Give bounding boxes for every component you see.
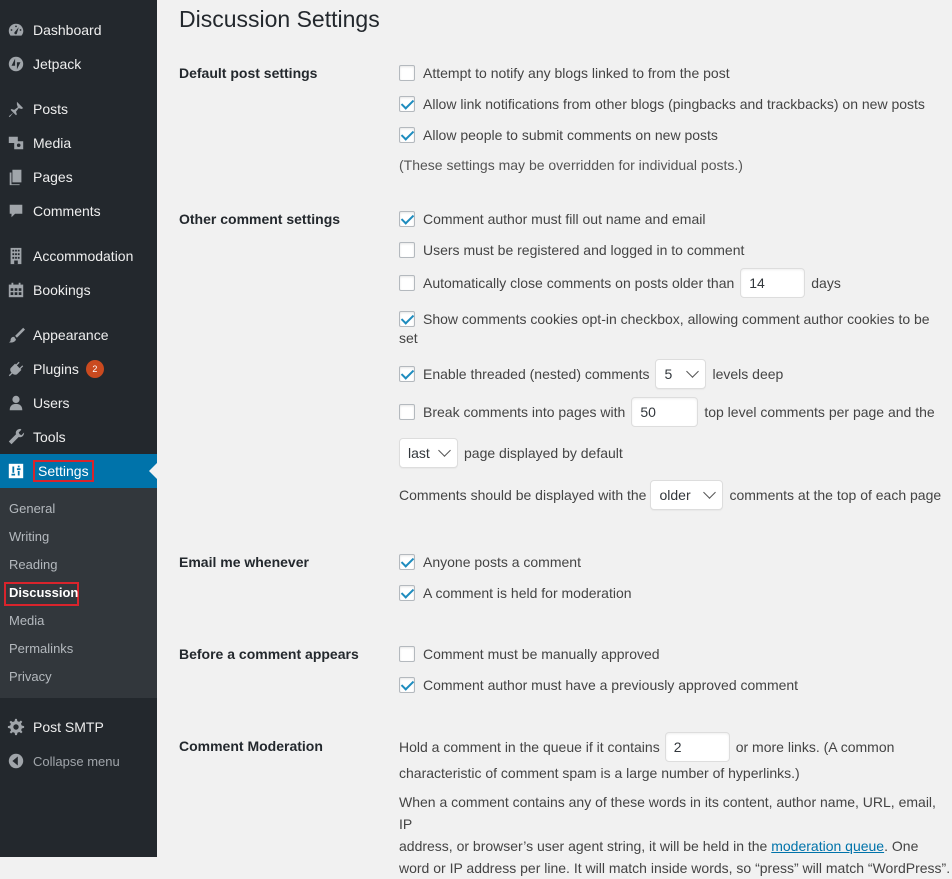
menu-settings[interactable] xyxy=(0,454,157,488)
option-label: Users must be registered and logged in to comment xyxy=(423,242,745,258)
menu-label: Dashboard xyxy=(33,22,102,38)
pin-icon xyxy=(6,99,26,119)
option-label: Comment author must fill out name and email xyxy=(423,211,706,227)
checkbox[interactable] xyxy=(399,275,415,291)
checkbox[interactable] xyxy=(399,554,415,570)
moderation-links-note: characteristic of comment spam is a large number of hyperlinks.) xyxy=(399,765,800,781)
checkbox[interactable] xyxy=(399,585,415,601)
select-value: 5 xyxy=(664,366,673,382)
menu-label: Settings xyxy=(33,460,94,482)
select-value: older xyxy=(659,487,691,503)
chevron-down-icon xyxy=(687,365,700,378)
option-label: Comment author must have a previously approved comment xyxy=(423,677,799,693)
menu-label: Pages xyxy=(33,169,73,185)
checkbox[interactable] xyxy=(399,677,415,693)
submenu-discussion[interactable]: Discussion xyxy=(4,582,79,606)
checkbox[interactable] xyxy=(399,242,415,258)
option-label-suffix: or more links. (A common xyxy=(735,739,895,755)
checkbox[interactable] xyxy=(399,127,415,143)
option-label: Comment must be manually approved xyxy=(423,646,660,662)
menu-label: Bookings xyxy=(33,282,91,298)
option-threaded-comments[interactable] xyxy=(399,359,783,389)
settings-icon xyxy=(6,461,26,481)
menu-posts[interactable] xyxy=(0,92,157,126)
description-line xyxy=(399,835,951,857)
menu-label: Collapse menu xyxy=(33,753,120,769)
menu-label: Appearance xyxy=(33,327,109,343)
menu-label: Accommodation xyxy=(33,248,134,264)
description-line: word or IP address per line. It will match inside words, so “press” will match “WordPress”. xyxy=(399,860,951,876)
close-days-input[interactable]: 14 xyxy=(740,268,805,298)
collapse-menu-button[interactable] xyxy=(0,744,157,778)
section-label-other-comment: Other comment settings xyxy=(179,211,341,227)
menu-dashboard[interactable] xyxy=(0,13,157,47)
option-label: Show comments cookies opt-in checkbox, allowing comment author cookies to be xyxy=(423,311,930,327)
building-icon xyxy=(6,246,26,266)
menu-plugins[interactable] xyxy=(0,352,157,386)
option-previously-approved[interactable] xyxy=(399,677,798,693)
menu-label: Users xyxy=(33,395,70,411)
wrench-icon xyxy=(6,427,26,447)
option-label: Allow link notifications from other blogs (pingbacks and trackbacks) on new posts xyxy=(423,96,925,112)
submenu-privacy[interactable]: Privacy xyxy=(9,669,52,684)
checkbox[interactable] xyxy=(399,366,415,382)
option-label-suffix: page displayed by default xyxy=(464,445,623,461)
gear-icon xyxy=(6,717,26,737)
option-label-suffix: levels deep xyxy=(712,366,784,382)
option-name-email-required[interactable] xyxy=(399,211,705,227)
moderation-queue-link[interactable]: moderation queue xyxy=(771,838,885,854)
menu-tools[interactable] xyxy=(0,420,157,454)
menu-media[interactable] xyxy=(0,126,157,160)
menu-label: Post SMTP xyxy=(33,719,104,735)
menu-jetpack[interactable] xyxy=(0,47,157,81)
select-value: last xyxy=(408,445,430,461)
description-line: When a comment contains any of these words in its content, author name, URL, email, IP xyxy=(399,794,936,832)
option-label: Automatically close comments on posts older than xyxy=(423,275,735,291)
comments-icon xyxy=(6,201,26,221)
option-cookies-opt-in[interactable] xyxy=(399,311,930,327)
checkbox[interactable] xyxy=(399,65,415,81)
dashboard-icon xyxy=(6,20,26,40)
default-page-select[interactable] xyxy=(399,438,458,468)
section-label-email: Email me whenever xyxy=(179,554,309,570)
option-label: Anyone posts a comment xyxy=(423,554,581,570)
option-label-suffix: top level comments per page and the xyxy=(704,404,935,420)
option-label: Hold a comment in the queue if it contains xyxy=(399,739,660,755)
submenu-permalinks[interactable]: Permalinks xyxy=(9,641,74,656)
option-manual-approval[interactable] xyxy=(399,646,660,662)
chevron-down-icon xyxy=(438,444,451,457)
jetpack-icon xyxy=(6,54,26,74)
collapse-arrow-icon xyxy=(6,751,26,771)
option-email-moderation[interactable] xyxy=(399,585,632,601)
submenu-writing[interactable]: Writing xyxy=(9,529,50,544)
checkbox[interactable] xyxy=(399,96,415,112)
menu-label: Jetpack xyxy=(33,56,82,72)
pages-icon xyxy=(6,167,26,187)
submenu-general[interactable]: General xyxy=(9,501,56,516)
moderation-words-description xyxy=(399,791,951,879)
default-post-note: (These settings may be overridden for individual posts.) xyxy=(399,157,743,173)
menu-label: Comments xyxy=(33,203,101,219)
option-notify-blogs[interactable] xyxy=(399,65,730,81)
default-page-row xyxy=(393,438,623,468)
menu-label: Posts xyxy=(33,101,69,117)
description-text: address, or browser’s user agent string, it will be held in the xyxy=(399,838,768,854)
checkbox[interactable] xyxy=(399,211,415,227)
section-label-moderation: Comment Moderation xyxy=(179,738,323,754)
option-label: Break comments into pages with xyxy=(423,404,626,420)
option-label: A comment is held for moderation xyxy=(423,585,632,601)
current-page-arrow xyxy=(149,463,157,479)
menu-accommodation[interactable] xyxy=(0,239,157,273)
menu-label: Tools xyxy=(33,429,66,445)
option-registration-required[interactable] xyxy=(399,242,744,258)
option-label-suffix: comments at the top of each page xyxy=(729,487,942,503)
menu-label: Plugins xyxy=(33,361,79,377)
checkbox[interactable] xyxy=(399,311,415,327)
admin-sidebar xyxy=(0,0,157,857)
comments-per-page-input[interactable]: 50 xyxy=(631,397,698,427)
submenu-reading[interactable]: Reading xyxy=(9,557,58,572)
option-label: Comments should be displayed with the xyxy=(399,487,647,503)
description-text: . One xyxy=(884,838,919,854)
media-icon xyxy=(6,133,26,153)
option-label-suffix: days xyxy=(811,275,841,291)
section-label-default-post: Default post settings xyxy=(179,65,318,81)
calendar-icon xyxy=(6,280,26,300)
option-allow-comments[interactable] xyxy=(399,127,718,143)
max-links-input[interactable]: 2 xyxy=(665,732,730,762)
menu-bookings[interactable] xyxy=(0,273,157,307)
cookies-label-continued: set xyxy=(399,330,418,346)
page-title: Discussion Settings xyxy=(179,6,380,32)
menu-users[interactable] xyxy=(0,386,157,420)
option-break-pages[interactable] xyxy=(399,397,935,427)
plugin-icon xyxy=(6,359,26,379)
moderation-links-row xyxy=(399,732,894,762)
option-label: Allow people to submit comments on new posts xyxy=(423,127,718,143)
menu-comments[interactable] xyxy=(0,194,157,228)
update-count-badge: 2 xyxy=(86,360,104,378)
option-label: Attempt to notify any blogs linked to from the post xyxy=(423,65,730,81)
user-icon xyxy=(6,393,26,413)
menu-appearance[interactable] xyxy=(0,318,157,352)
chevron-down-icon xyxy=(704,486,717,499)
menu-pages[interactable] xyxy=(0,160,157,194)
settings-submenu xyxy=(0,488,157,698)
menu-post-smtp[interactable] xyxy=(0,710,157,744)
option-label: Enable threaded (nested) comments xyxy=(423,366,650,382)
option-auto-close[interactable] xyxy=(399,268,841,298)
checkbox[interactable] xyxy=(399,404,415,420)
option-allow-pingbacks[interactable] xyxy=(399,96,925,112)
thread-depth-select[interactable] xyxy=(655,359,706,389)
comment-order-select[interactable] xyxy=(650,480,723,510)
section-label-before-appears: Before a comment appears xyxy=(179,646,359,662)
submenu-media[interactable]: Media xyxy=(9,613,45,628)
main-content xyxy=(157,0,952,876)
comment-order-row xyxy=(399,480,941,510)
option-email-any-comment[interactable] xyxy=(399,554,581,570)
checkbox[interactable] xyxy=(399,646,415,662)
brush-icon xyxy=(6,325,26,345)
menu-label: Media xyxy=(33,135,72,151)
